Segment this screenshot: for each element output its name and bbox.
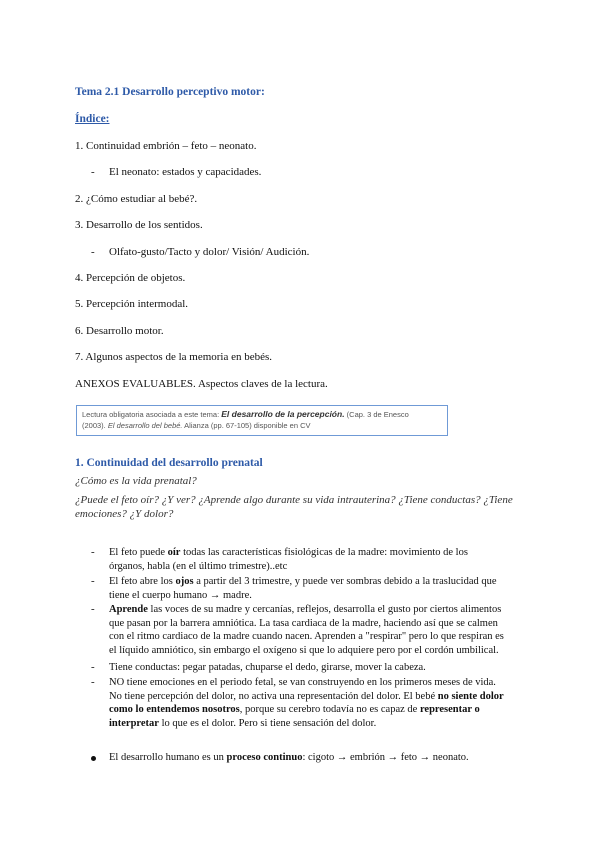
bullet-1-line-2: órganos, habla (en el último trimestre)..etc: [109, 560, 288, 572]
bullet-2-text-c: a partir del 3 trimestre, y puede ver sombras debido a la traslucidad que: [193, 576, 497, 587]
callout-prefix: Lectura obligatoria asociada a este tema:: [82, 410, 220, 419]
callout-year: (2003).: [82, 421, 106, 430]
bullet-2-bold: ojos: [175, 576, 194, 587]
bullet-1-text-a: El feto puede: [109, 547, 168, 558]
index-item-6: 6. Desarrollo motor.: [75, 325, 164, 337]
reading-callout: [76, 405, 448, 436]
bullet-5-line-4-bold: interpretar: [109, 717, 159, 729]
section-1-question-2-line-2: emociones? ¿Y dolor?: [75, 508, 174, 520]
bullet-1-text-c: todas las características fisiológicas de la madre: movimiento de los: [180, 547, 468, 558]
bullet-5: [109, 676, 504, 730]
bullet-1-bold: oír: [167, 547, 181, 558]
bullet-5-line-1: NO tiene emociones en el periodo fetal, se van construyendo en los primeros meses de vida.: [109, 677, 496, 688]
callout-book-title: El desarrollo de la percepción.: [221, 409, 345, 419]
dash-marker: -: [91, 246, 95, 258]
bullet-1: [109, 546, 468, 573]
bullet-5-line-2-a: No tiene percepción del dolor, no activa una representación del dolor. El bebé: [109, 690, 438, 702]
bullet-3-text-b: las voces de su madre y cercanías, reflejos, desarrolla el gusto por ciertos alimentos: [147, 604, 502, 615]
page-title: Tema 2.1 Desarrollo perceptivo motor:: [75, 86, 265, 98]
section-1-question-2-line-1: ¿Puede el feto oír? ¿Y ver? ¿Aprende algo durante su vida intrauterina? ¿Tiene conductas? ¿Tiene: [75, 494, 513, 506]
bullet-5-line-3-bold-c: representar o: [419, 704, 480, 715]
index-item-5: 5. Percepción intermodal.: [75, 298, 189, 310]
dash-marker: -: [91, 676, 95, 688]
callout-book: El desarrollo del bebé.: [107, 421, 183, 430]
final-bullet-text-c: : cigoto → embrión → feto → neonato.: [302, 752, 469, 763]
dash-marker: -: [91, 603, 95, 615]
final-bullet-bold: proceso continuo: [226, 752, 303, 763]
anexos-line: ANEXOS EVALUABLES. Aspectos claves de la lectura.: [75, 378, 328, 390]
index-item-7: 7. Algunos aspectos de la memoria en bebés.: [75, 351, 273, 363]
bullet-5-line-3-b: , porque su cerebro todavía no es capaz de: [239, 704, 420, 715]
section-1-heading: 1. Continuidad del desarrollo prenatal: [75, 457, 263, 469]
callout-ref: (Cap. 3 de Enesco: [346, 410, 409, 419]
dash-marker: -: [91, 661, 95, 673]
bullet-3: [109, 603, 504, 657]
bullet-3-line-4: el líquido amniótico, sin embargo el oxígeno si que lo adquiere pero por el cordón umbilical.: [109, 644, 499, 656]
dash-marker: -: [91, 546, 95, 558]
bullet-5-line-3-bold: como lo entendemos nosotros: [109, 704, 240, 715]
index-item-1: 1. Continuidad embrión – feto – neonato.: [75, 140, 257, 152]
bullet-5-line-2-bold: no siente dolor: [437, 690, 504, 702]
bullet-2-line-2: tiene el cuerpo humano → madre.: [109, 589, 252, 601]
index-item-3: 3. Desarrollo de los sentidos.: [75, 219, 203, 231]
bullet-dot-icon: [91, 756, 96, 761]
final-bullet: [109, 751, 469, 765]
callout-publisher: Alianza (pp. 67-105) disponible en CV: [184, 421, 311, 430]
final-bullet-text-a: El desarrollo humano es un: [109, 752, 227, 763]
bullet-5-line-4-b: lo que es el dolor. Pero si tiene sensación del dolor.: [158, 717, 377, 729]
dash-marker: -: [91, 575, 95, 587]
bullet-2-text-a: El feto abre los: [109, 576, 176, 587]
index-item-2: 2. ¿Cómo estudiar al bebé?.: [75, 193, 198, 205]
index-sub-item-1: El neonato: estados y capacidades.: [109, 166, 262, 178]
bullet-3-line-3: con el ritmo cardiaco de la madre cuando nacen. Aprenden a "respirar" pero lo que respiran es: [109, 631, 504, 642]
bullet-3-bold: Aprende: [109, 604, 148, 615]
index-title: Índice:: [75, 113, 110, 125]
bullet-4: Tiene conductas: pegar patadas, chuparse el dedo, girarse, mover la cabeza.: [109, 662, 426, 673]
bullet-3-line-2: que pasan por la barrera amniótica. La tasa cardiaca de la madre, haciendo así que se calmen: [109, 617, 498, 629]
index-sub-item-3: Olfato-gusto/Tacto y dolor/ Visión/ Audición.: [109, 246, 310, 258]
index-item-4: 4. Percepción de objetos.: [75, 272, 186, 284]
bullet-2: [109, 575, 497, 602]
dash-marker: -: [91, 166, 95, 178]
section-1-question-1: ¿Cómo es la vida prenatal?: [75, 475, 197, 487]
